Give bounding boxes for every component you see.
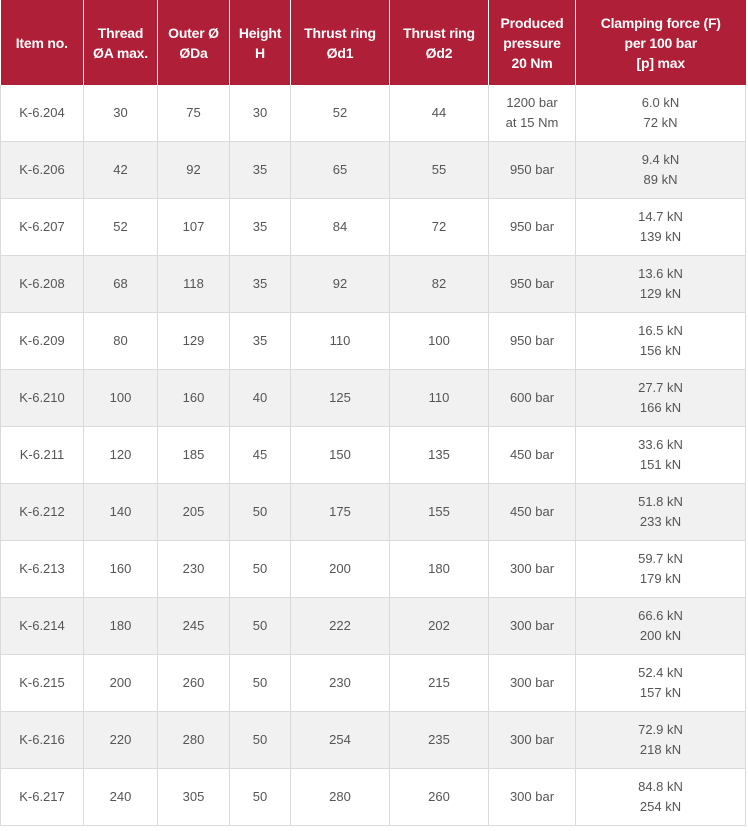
cell-line: 218 kN bbox=[639, 742, 682, 757]
cell-thrust-ring-d1: 110 bbox=[291, 313, 390, 370]
cell-thrust-ring-d1: 175 bbox=[291, 484, 390, 541]
header-line: ØDa bbox=[179, 44, 208, 61]
table-header bbox=[1, 0, 746, 85]
cell-clamping-force bbox=[576, 256, 746, 313]
cell-outer-diameter: 118 bbox=[158, 256, 230, 313]
cell-line: 233 kN bbox=[639, 514, 682, 529]
table-row bbox=[1, 484, 746, 541]
cell-line: 300 bar bbox=[509, 675, 555, 690]
cell-thrust-ring-d2: 202 bbox=[390, 598, 489, 655]
cell-height: 45 bbox=[230, 427, 291, 484]
cell-line: 14.7 kN bbox=[638, 209, 683, 224]
cell-line: 9.4 kN bbox=[641, 152, 680, 167]
cell-produced-pressure bbox=[489, 484, 576, 541]
header-line: 20 Nm bbox=[511, 54, 553, 71]
cell-height: 35 bbox=[230, 313, 291, 370]
cell-thrust-ring-d1: 230 bbox=[291, 655, 390, 712]
cell-item-no: K-6.206 bbox=[1, 142, 84, 199]
cell-line: 950 bar bbox=[509, 276, 555, 291]
table-row bbox=[1, 541, 746, 598]
cell-produced-pressure bbox=[489, 769, 576, 826]
table-row bbox=[1, 655, 746, 712]
header-line: Clamping force (F) bbox=[600, 14, 721, 31]
cell-item-no: K-6.211 bbox=[1, 427, 84, 484]
cell-line: 72 kN bbox=[643, 115, 678, 130]
cell-thread: 52 bbox=[84, 199, 158, 256]
cell-item-no: K-6.207 bbox=[1, 199, 84, 256]
table-row bbox=[1, 370, 746, 427]
cell-item-no: K-6.209 bbox=[1, 313, 84, 370]
cell-outer-diameter: 280 bbox=[158, 712, 230, 769]
cell-thrust-ring-d2: 100 bbox=[390, 313, 489, 370]
cell-outer-diameter: 160 bbox=[158, 370, 230, 427]
header-line: Thread bbox=[97, 24, 144, 41]
cell-line: 200 kN bbox=[639, 628, 682, 643]
cell-produced-pressure bbox=[489, 85, 576, 142]
cell-height: 50 bbox=[230, 655, 291, 712]
header-thrust-ring-d2 bbox=[390, 0, 489, 85]
cell-produced-pressure bbox=[489, 199, 576, 256]
cell-item-no: K-6.214 bbox=[1, 598, 84, 655]
cell-outer-diameter: 107 bbox=[158, 199, 230, 256]
table-row bbox=[1, 142, 746, 199]
cell-thrust-ring-d1: 84 bbox=[291, 199, 390, 256]
cell-thrust-ring-d2: 155 bbox=[390, 484, 489, 541]
table-row bbox=[1, 256, 746, 313]
cell-line: 600 bar bbox=[509, 390, 555, 405]
cell-line: 33.6 kN bbox=[638, 437, 683, 452]
cell-line: 27.7 kN bbox=[638, 380, 683, 395]
cell-line: 89 kN bbox=[643, 172, 678, 187]
cell-clamping-force bbox=[576, 427, 746, 484]
header-thrust-ring-d1 bbox=[291, 0, 390, 85]
cell-thrust-ring-d2: 235 bbox=[390, 712, 489, 769]
cell-line: 66.6 kN bbox=[638, 608, 683, 623]
cell-produced-pressure bbox=[489, 256, 576, 313]
cell-clamping-force bbox=[576, 370, 746, 427]
header-line: Produced bbox=[500, 14, 564, 31]
cell-thrust-ring-d1: 200 bbox=[291, 541, 390, 598]
cell-thrust-ring-d2: 44 bbox=[390, 85, 489, 142]
cell-line: 72.9 kN bbox=[638, 722, 683, 737]
cell-clamping-force bbox=[576, 142, 746, 199]
cell-thread: 42 bbox=[84, 142, 158, 199]
header-produced-pressure bbox=[489, 0, 576, 85]
cell-thrust-ring-d1: 92 bbox=[291, 256, 390, 313]
cell-produced-pressure bbox=[489, 370, 576, 427]
cell-thread: 68 bbox=[84, 256, 158, 313]
cell-line: 300 bar bbox=[509, 561, 555, 576]
cell-line: 950 bar bbox=[509, 219, 555, 234]
header-line: pressure bbox=[503, 34, 561, 51]
header-thread bbox=[84, 0, 158, 85]
cell-thrust-ring-d1: 52 bbox=[291, 85, 390, 142]
cell-thread: 200 bbox=[84, 655, 158, 712]
cell-thrust-ring-d2: 72 bbox=[390, 199, 489, 256]
cell-clamping-force bbox=[576, 655, 746, 712]
header-line: Ød1 bbox=[326, 44, 354, 61]
cell-thrust-ring-d2: 260 bbox=[390, 769, 489, 826]
cell-thread: 80 bbox=[84, 313, 158, 370]
cell-line: 16.5 kN bbox=[638, 323, 683, 338]
cell-line: 450 bar bbox=[509, 504, 555, 519]
cell-outer-diameter: 129 bbox=[158, 313, 230, 370]
cell-thrust-ring-d1: 222 bbox=[291, 598, 390, 655]
cell-thrust-ring-d1: 125 bbox=[291, 370, 390, 427]
cell-thread: 220 bbox=[84, 712, 158, 769]
cell-line: 13.6 kN bbox=[638, 266, 683, 281]
cell-clamping-force bbox=[576, 712, 746, 769]
cell-thread: 30 bbox=[84, 85, 158, 142]
cell-item-no: K-6.215 bbox=[1, 655, 84, 712]
cell-item-no: K-6.213 bbox=[1, 541, 84, 598]
cell-height: 40 bbox=[230, 370, 291, 427]
cell-height: 50 bbox=[230, 598, 291, 655]
cell-line: 84.8 kN bbox=[638, 779, 683, 794]
cell-outer-diameter: 205 bbox=[158, 484, 230, 541]
header-line: [p] max bbox=[636, 54, 685, 71]
cell-outer-diameter: 305 bbox=[158, 769, 230, 826]
cell-item-no: K-6.216 bbox=[1, 712, 84, 769]
cell-line: 254 kN bbox=[639, 799, 682, 814]
cell-height: 35 bbox=[230, 199, 291, 256]
header-outer-diameter bbox=[158, 0, 230, 85]
cell-line: 52.4 kN bbox=[638, 665, 683, 680]
cell-thrust-ring-d2: 82 bbox=[390, 256, 489, 313]
cell-line: 156 kN bbox=[639, 343, 682, 358]
cell-item-no: K-6.210 bbox=[1, 370, 84, 427]
cell-clamping-force bbox=[576, 598, 746, 655]
cell-outer-diameter: 92 bbox=[158, 142, 230, 199]
cell-item-no: K-6.208 bbox=[1, 256, 84, 313]
cell-clamping-force bbox=[576, 313, 746, 370]
cell-line: 6.0 kN bbox=[641, 95, 680, 110]
cell-clamping-force bbox=[576, 85, 746, 142]
header-line: Height bbox=[238, 24, 282, 41]
cell-thrust-ring-d2: 55 bbox=[390, 142, 489, 199]
header-line: Thrust ring bbox=[403, 24, 475, 41]
cell-produced-pressure bbox=[489, 598, 576, 655]
cell-line: 51.8 kN bbox=[638, 494, 683, 509]
cell-line: 129 kN bbox=[639, 286, 682, 301]
cell-thrust-ring-d1: 150 bbox=[291, 427, 390, 484]
cell-produced-pressure bbox=[489, 427, 576, 484]
cell-item-no: K-6.212 bbox=[1, 484, 84, 541]
table-row bbox=[1, 427, 746, 484]
cell-line: 166 kN bbox=[639, 400, 682, 415]
cell-line: 950 bar bbox=[509, 333, 555, 348]
cell-outer-diameter: 230 bbox=[158, 541, 230, 598]
table-row bbox=[1, 313, 746, 370]
header-clamping-force bbox=[576, 0, 746, 85]
cell-line: 300 bar bbox=[509, 618, 555, 633]
cell-height: 35 bbox=[230, 142, 291, 199]
table-row bbox=[1, 85, 746, 142]
cell-height: 50 bbox=[230, 712, 291, 769]
cell-thread: 100 bbox=[84, 370, 158, 427]
cell-thrust-ring-d2: 110 bbox=[390, 370, 489, 427]
cell-clamping-force bbox=[576, 199, 746, 256]
cell-thrust-ring-d1: 254 bbox=[291, 712, 390, 769]
header-line: per 100 bar bbox=[624, 34, 697, 51]
cell-produced-pressure bbox=[489, 655, 576, 712]
cell-outer-diameter: 245 bbox=[158, 598, 230, 655]
cell-line: 300 bar bbox=[509, 732, 555, 747]
header-line: Ød2 bbox=[425, 44, 453, 61]
cell-thread: 160 bbox=[84, 541, 158, 598]
cell-produced-pressure bbox=[489, 142, 576, 199]
cell-line: 157 kN bbox=[639, 685, 682, 700]
header-line: ØA max. bbox=[93, 44, 148, 61]
cell-outer-diameter: 260 bbox=[158, 655, 230, 712]
table-row bbox=[1, 598, 746, 655]
cell-produced-pressure bbox=[489, 313, 576, 370]
table-row bbox=[1, 769, 746, 826]
cell-thrust-ring-d2: 135 bbox=[390, 427, 489, 484]
cell-item-no: K-6.204 bbox=[1, 85, 84, 142]
cell-item-no: K-6.217 bbox=[1, 769, 84, 826]
table-row bbox=[1, 712, 746, 769]
cell-clamping-force bbox=[576, 541, 746, 598]
cell-clamping-force bbox=[576, 484, 746, 541]
cell-line: 151 kN bbox=[639, 457, 682, 472]
cell-line: 179 kN bbox=[639, 571, 682, 586]
cell-line: 950 bar bbox=[509, 162, 555, 177]
header-height bbox=[230, 0, 291, 85]
cell-outer-diameter: 185 bbox=[158, 427, 230, 484]
cell-height: 30 bbox=[230, 85, 291, 142]
header-line: Outer Ø bbox=[168, 24, 219, 41]
cell-thrust-ring-d2: 180 bbox=[390, 541, 489, 598]
cell-height: 50 bbox=[230, 541, 291, 598]
header-line: H bbox=[255, 44, 265, 61]
cell-thread: 240 bbox=[84, 769, 158, 826]
cell-height: 35 bbox=[230, 256, 291, 313]
cell-line: 139 kN bbox=[639, 229, 682, 244]
header-item-no bbox=[1, 0, 84, 85]
header-line: Item no. bbox=[15, 34, 68, 51]
cell-line: 300 bar bbox=[509, 789, 555, 804]
cell-height: 50 bbox=[230, 769, 291, 826]
cell-thread: 180 bbox=[84, 598, 158, 655]
header-line: Thrust ring bbox=[304, 24, 376, 41]
cell-clamping-force bbox=[576, 769, 746, 826]
cell-thrust-ring-d2: 215 bbox=[390, 655, 489, 712]
cell-height: 50 bbox=[230, 484, 291, 541]
cell-thrust-ring-d1: 65 bbox=[291, 142, 390, 199]
cell-line: 1200 bar bbox=[506, 95, 558, 110]
cell-line: at 15 Nm bbox=[505, 115, 559, 130]
table-body bbox=[1, 85, 746, 826]
cell-produced-pressure bbox=[489, 541, 576, 598]
cell-line: 450 bar bbox=[509, 447, 555, 462]
cell-produced-pressure bbox=[489, 712, 576, 769]
cell-thrust-ring-d1: 280 bbox=[291, 769, 390, 826]
cell-line: 59.7 kN bbox=[638, 551, 683, 566]
cell-thread: 140 bbox=[84, 484, 158, 541]
header-row bbox=[1, 0, 746, 85]
cell-outer-diameter: 75 bbox=[158, 85, 230, 142]
table-row bbox=[1, 199, 746, 256]
cell-thread: 120 bbox=[84, 427, 158, 484]
